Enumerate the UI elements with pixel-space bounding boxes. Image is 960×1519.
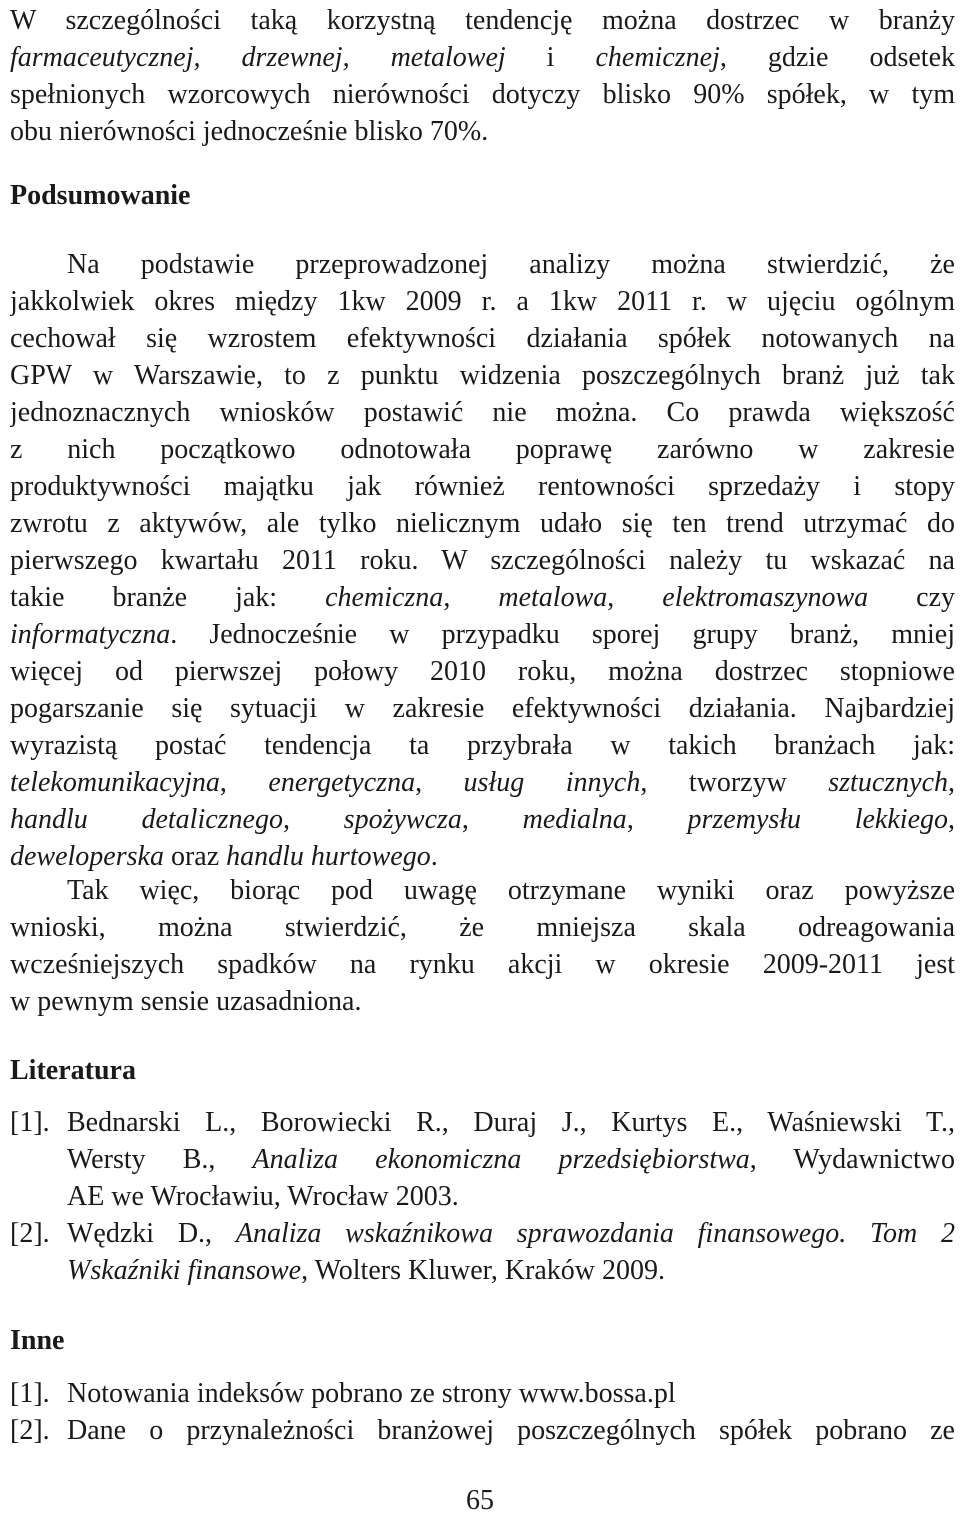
text-line [10,76,955,113]
text-line [10,653,955,690]
heading-inne: Inne [10,1325,65,1356]
text-span: obu nierówności jednocześnie blisko 70%. [10,116,489,147]
text-line [10,616,955,653]
text-span: , Wolters Kluwer, Kraków 2009. [301,1255,666,1286]
heading-literatura: Literatura [10,1055,136,1086]
text-span: produktywności majątku jak również rentowności sprzedaży i stopy [10,471,955,502]
reference-number: [2]. [10,1415,50,1446]
italic-text: telekomunikacyjna [10,767,220,798]
reference-text [67,1215,955,1289]
text-span: Wędzki D., [67,1218,236,1249]
text-span: , Wydawnictwo [749,1144,955,1175]
italic-text: Wskaźniki finansowe [67,1255,302,1286]
italic-text: Analiza ekonomiczna przedsiębiorstwa [252,1144,750,1175]
reference-text [67,1375,955,1412]
text-line [10,801,955,838]
text-span: AE we Wrocławiu, Wrocław 2003. [67,1181,459,1212]
text-span: . [430,841,438,872]
text-span: wnioski, można stwierdzić, że mniejsza skala odreagowania [10,912,955,943]
text-line [10,431,955,468]
text-span: i [505,42,596,73]
text-line [10,505,955,542]
text-line [10,909,955,946]
italic-text: spożywcza [343,804,462,835]
reference-text [67,1412,955,1449]
italic-text: Analiza wskaźnikowa sprawozdania finansowego. Tom 2 [235,1218,955,1249]
text-span: wyrazistą postać tendencja ta przybrała w takich branżach jak: [10,730,955,761]
text-span: , [607,582,663,613]
text-span: pogarszanie się sytuacji w zakresie efektywności działania. Najbardziej [10,693,955,724]
text-span: , gdzie odsetek [719,42,955,73]
text-span: . Jednocześnie w przypadku sporej grupy branż, mniej [170,619,955,650]
italic-text: handlu hurtowego [226,841,431,872]
text-line [67,1375,955,1412]
text-span: Wersty B., [67,1144,253,1175]
text-span: zwrotu z aktywów, ale tylko nielicznym udało się ten trend utrzymać do [10,508,955,539]
reference-item [10,1412,955,1449]
reference-item [10,1104,955,1215]
text-span: , [461,804,523,835]
italic-text: elektromaszynowa [662,582,869,613]
text-line [10,113,955,150]
italic-text: informatyczna [10,619,171,650]
text-line [10,320,955,357]
document-page [10,0,955,1514]
text-line [10,357,955,394]
text-line [10,39,955,76]
text-line [67,1141,955,1178]
text-line [10,283,955,320]
text-span: , [219,767,269,798]
text-span: W szczególności taką korzystną tendencję można dostrzec w branży [10,5,955,36]
text-span: , [443,582,499,613]
text-line [10,690,955,727]
page-number: 65 [466,1485,494,1516]
italic-text: sztucznych [828,767,949,798]
text-span: pierwszego kwartału 2011 roku. W szczególności należy tu wskazać na [10,545,955,576]
italic-text: chemiczna [325,582,444,613]
text-span: , [948,767,955,798]
italic-text: usług innych [463,767,641,798]
text-span: Na podstawie przeprowadzonej analizy można stwierdzić, że [67,249,955,280]
reference-number: [2]. [10,1218,50,1249]
text-line [67,1412,955,1449]
italic-text: energetyczna [268,767,416,798]
italic-text: deweloperska [10,841,164,872]
text-span: takie branże jak: [10,582,326,613]
text-line [10,872,955,909]
paragraph-conclusion [10,872,955,1020]
reference-item [10,1215,955,1289]
italic-text: farmaceutycznej, drzewnej, metalowej [10,42,506,73]
text-line [10,764,955,801]
text-span: , [415,767,464,798]
reference-number: [1]. [10,1107,50,1138]
reference-item [10,1375,955,1412]
text-line [10,2,955,39]
heading-podsumowanie: Podsumowanie [10,180,191,211]
text-span: jakkolwiek okres między 1kw 2009 r. a 1kw 2011 r. w ujęciu ogólnym [10,286,955,317]
text-line [10,838,955,875]
text-span: cechował się wzrostem efektywności działania spółek notowanych na [10,323,955,354]
text-span: wcześniejszych spadków na rynku akcji w okresie 2009-2011 jest [10,949,955,980]
italic-text: metalowa [498,582,608,613]
text-line [10,394,955,431]
text-span: w pewnym sensie uzasadniona. [10,986,362,1017]
reference-number: [1]. [10,1378,50,1409]
text-line [67,1252,955,1289]
text-line [10,579,955,616]
text-line [10,542,955,579]
text-span: GPW w Warszawie, to z punktu widzenia poszczególnych branż już tak [10,360,955,391]
text-span: , tworzyw [640,767,829,798]
text-span: , [948,804,955,835]
text-span: oraz [163,841,227,872]
italic-text: chemicznej [595,42,720,73]
text-span: Dane o przynależności branżowej poszczególnych spółek pobrano ze [67,1415,955,1446]
text-span: , [626,804,688,835]
text-span: z nich początkowo odnotowała poprawę zarówno w zakresie [10,434,955,465]
text-line [10,468,955,505]
reference-text [67,1104,955,1215]
text-line [10,983,955,1020]
text-span: spełnionych wzorcowych nierówności dotyczy blisko 90% spółek, w tym [10,79,955,110]
text-line [10,246,955,283]
text-span: jednoznacznych wniosków postawić nie można. Co prawda większość [10,397,955,428]
paragraph-industries [10,2,955,150]
text-span: więcej od pierwszej połowy 2010 roku, można dostrzec stopniowe [10,656,955,687]
text-line [10,946,955,983]
paragraph-summary [10,246,955,875]
text-span: Tak więc, biorąc pod uwagę otrzymane wyniki oraz powyższe [67,875,955,906]
text-line [67,1178,955,1215]
text-line [67,1215,955,1252]
text-span: , [282,804,344,835]
italic-text: przemysłu lekkiego [687,804,948,835]
text-span: czy [868,582,955,613]
italic-text: medialna [522,804,627,835]
text-line [67,1104,955,1141]
text-line [10,727,955,764]
text-span: Bednarski L., Borowiecki R., Duraj J., Kurtys E., Waśniewski T., [67,1107,955,1138]
text-span: Notowania indeksów pobrano ze strony www.bossa.pl [67,1378,676,1409]
italic-text: handlu detalicznego [10,804,283,835]
